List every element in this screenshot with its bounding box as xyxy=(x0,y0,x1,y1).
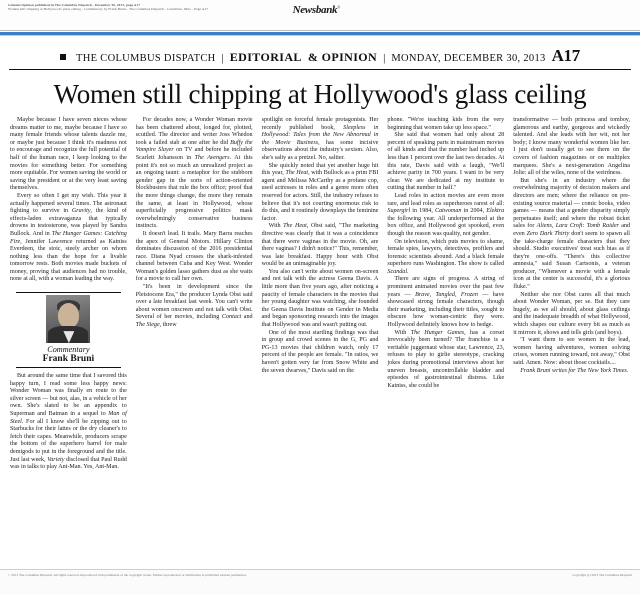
paragraph: Maybe because I have seven nieces whose dreams matter to me, maybe because I have so many female friends whose talents dazzle me, or maybe just because I think it's madness not to encourage and recognize the full potential of half of the human race, I keep looking to the movies for something better. For something more equitable. For women saving the world or saving the president or at the very least saving themselves. xyxy=(10,117,127,192)
clipping-caption-line2: Women still chipping at Hollywood's glass ceiling - Commentary by Frank Bruni - The Columbus Dispatch - Columbus, Ohio - Page A17 xyxy=(8,7,209,12)
paper-name: THE COLUMBUS DISPATCH xyxy=(76,53,216,64)
paragraph: Lead roles in action movies are even more rare, and lead roles as superheroes rarest of all: Supergirl in 1984, Catwoman in 2004, Elektra the following year. All underperformed at the box office, and Hollywood got spooked, even though the reason was quality, not gender. xyxy=(387,192,505,237)
byline-kicker: Commentary xyxy=(47,345,90,355)
byline-block xyxy=(10,288,127,368)
paragraph: Neither she nor Obst cares all that much about Wonder Woman, per se. But they care hugely, as we all should, about glass ceilings and the inadequate breadth of what Hollywood, which shapes our culture every bit as much as it mirrors it, shows and tells girls (and boys). xyxy=(513,291,630,336)
paragraph: spotlight on forceful female protagonists. Her recently published book, Sleepless in Hollywood: Tales from the New Abnormal in the Movie Business, has some incisive observations about the industry's sexism. Also, she's salty as a pretzel. No, saltier. xyxy=(261,117,379,161)
article-column-3 xyxy=(262,117,379,579)
section-name: EDITORIAL xyxy=(229,50,302,64)
author-signoff: Frank Bruni writes for The New York Times. xyxy=(520,367,629,374)
paragraph: transformative — both princess and tomboy, glamorous and earthy, gorgeous and wickedly talented. And she leads with her wit, not her body; I know many wonderful women like her. I just don't usually get to see them on the covers of fashion magazines or on multiplex marquees. She's a next-generation Angelina Jolie: all of the wiles, none of the weirdness. xyxy=(513,117,630,177)
paragraph: On television, which puts movies to shame, female spies, lawyers, detectives, profilers and forensic scientists abound. And a black female superhero runs Washington. The show is called Scandal. xyxy=(387,238,505,275)
paragraph: With The Heat, Obst said, "The marketing directive was clearly that it was a coincidence that there were vaginas in the movie. Oh, are there vaginas? I didn't notice!" This, remember, was late breakfast. Happy hour with Obst would be an unimaginable joy. xyxy=(261,223,379,268)
paragraph: One of the most startling findings was that in group and crowd scenes in the G, PG and PG-13 movies that children watch, only 17 percent of the people are female. "In ratios, we haven't gotten very far from Snow White and the seven dwarves," Davis said on the xyxy=(261,329,379,374)
article-body xyxy=(0,117,640,579)
bullet-square-icon xyxy=(60,54,66,60)
paragraph: "I want them to see women in the lead, women having adventures, women solving crises, women running toward, not away," Obst said. Amen. Now: about those cocktails.... xyxy=(513,337,630,366)
copyright-notice: © 2013 The Columbus Dispatch. All rights reserved. Reproduced with permission of the copyright owner. Further reproduction or distribution is prohibited without permission. xyxy=(8,573,247,577)
masthead-separator-1: | xyxy=(221,52,224,64)
article-column-4 xyxy=(387,117,504,579)
header-accent-bar xyxy=(0,32,640,35)
paragraph: She said that women had only about 28 percent of speaking parts in mainstream movies of all kinds and that the number had inched up less than 1 percent over the last two decades. At this rate, Davis said with a laugh, "We'll achieve parity in 700 years. I want to be very clear. We are dedicated at my institute to cutting that number in half." xyxy=(387,132,505,192)
clipping-caption-line1: Column/Opinion published in The Columbus Dispatch - December 30, 2013, page A17 xyxy=(8,3,141,7)
article-column-1 xyxy=(10,117,127,579)
section-name-tail: & OPINION xyxy=(307,50,378,64)
article-column-5 xyxy=(513,117,630,579)
paragraph: But she's in an industry where the overwhelming majority of decision makers and directors are men; where the reliance on pre-existing source material — comic books, video games — means that a gender disparity simply perpetuates itself; and where the robust ticket sales for Aliens, Lara Croft: Tomb Raider and even Zero Dark Thirty don't seem to spawn all the take-charge female characters that they should. Studio executives' treat such bias as if they're one-offs. "There's this collective amnesia," said Susan Cartsonis, a veteran producer, "Whenever a movie with a female icon at the center is successful, it's a glorious fluke." xyxy=(513,177,630,291)
paragraph: She quickly noted that yet another huge hit this year, The Heat, with Bullock as a prim FBI agent and Melissa McCarthy as a profane cop, used actresses in roles and a genre more often reserved for actors. Still, the industry refuses to believe that it's not courting enormous risk to do this, and it routinely downplays the feminine factor. xyxy=(261,162,379,222)
byline-author: Frank Bruni xyxy=(42,354,95,365)
paragraph: phone. "We're teaching kids from the very beginning that women take up less space." xyxy=(387,117,505,131)
newsbank-logo: Newsbank® xyxy=(292,4,340,16)
masthead-separator-2: | xyxy=(383,52,386,64)
paragraph: "It's been in development since the Pleistocene Era," the producer Lynda Obst said over a late breakfast last week. You can't write about women onscreen and not talk with Obst. Several of her movies, including Contact and The Siege, threw xyxy=(135,284,253,329)
issue-date: MONDAY, DECEMBER 30, 2013 xyxy=(391,53,546,64)
clipping-header-bar xyxy=(0,0,640,36)
page-title: Women still chipping at Hollywood's glass ceiling xyxy=(53,79,587,109)
trademark-mark: ® xyxy=(337,4,340,10)
paragraph: There are signs of progress. A string of prominent animated movies over the past few years — Brave, Tangled, Frozen — have showcased strong female characters, though their marketing, including their titles, sought to obscure how woman-centric they were. Hollywood definitely knows how to hedge. xyxy=(387,276,505,329)
clipping-caption xyxy=(8,3,238,11)
author-photo xyxy=(46,295,90,343)
paragraph: For decades now, a Wonder Woman movie has been chattered about, longed for, plotted, scuttled. The director and writer Joss Whedon took a failed stab at one after he did Buffy the Vampire Slayer on TV and before he included Scarlett Johansson in The Avengers. At this point it's not so much an unrealized project as an ongoing taunt: a metaphor for the stubborn gender gap in the sorts of action-oriented blockbusters that rule the box office; proof that the more things change, the more they remain the same, at least in Hollywood, whose superficially progressive politics mask overwhelmingly conservative business instincts. xyxy=(135,117,253,230)
paragraph: But around the same time that I savored this happy turn, I read some less happy news: Wonder Woman was finally en route to the silver screen — but not, alas, in a vehicle of her own. She's slated to be an appendix to Superman and Batman in a sequel to Man of Steel. For all I know she'll be zipping out to Starbucks for their lattes or the dry cleaner's to fetch their capes. Meanwhile, producers scrape the bottom of the superhero barrel for male demigods to put in the foreground and the title. Just last week, Variety disclosed that Paul Rudd was in talks to play Ant-Man. Yes, Ant-Man. xyxy=(10,373,127,471)
author-photo-head xyxy=(58,303,79,328)
article-column-2 xyxy=(136,117,253,579)
page-number: A17 xyxy=(551,46,580,65)
clipping-footer xyxy=(0,569,640,595)
copyright-owner: Copyright (c) 2013 The Columbus Dispatch xyxy=(572,573,632,577)
header-divider xyxy=(0,30,640,31)
byline-rule-top xyxy=(16,292,121,293)
paragraph: It doesn't lead. It trails. Mary Barra reaches the apex of General Motors. Hillary Clinton dominates discussion of the 2016 presidential race. Diana Nyad crosses the shark-infested channel between Cuba and Key West. Wonder Woman's golden lasso gathers dust as she waits for a movie to call her own. xyxy=(135,230,253,283)
paragraph: With The Hunger Games, has a corset irrevocably been turned? The franchise is a veritable juggernaut whose star, Lawrence, 23, refuses to play to girlie stereotype, cracking jokes during promotional interviews about her uneven breasts, uncontrollable bladder and episodes of gastrointestinal distress. Like Katniss, she could be xyxy=(387,329,505,389)
paragraph: Every so often I get my wish. This year it actually happened several times. The astronaut fighting to survive in Gravity, the kind of effects-laden extravaganza that typically drowns in testosterone, was played by Sandra Bullock. And in The Hunger Games: Catching Fire, Jennifer Lawrence returned as Katniss Everdeen, the stoic, steely archer on whom nothing less than the hope for a livable tomorrow rests. Both movies made buckets of money, proving that audiences had no trouble, none at all, with a woman leading the way. xyxy=(10,192,127,283)
masthead xyxy=(9,36,631,70)
paragraph: You also can't write about women on-screen and not talk with the actress Geena Davis. A little more than five years ago, after noticing a paucity of female characters in the movies that her young daughter was watching, she founded the Geena Davis Institute on Gender in Media and began sponsoring research into the images that Hollywood was and wasn't putting out. xyxy=(261,268,379,329)
byline-rule-bottom xyxy=(16,367,121,368)
